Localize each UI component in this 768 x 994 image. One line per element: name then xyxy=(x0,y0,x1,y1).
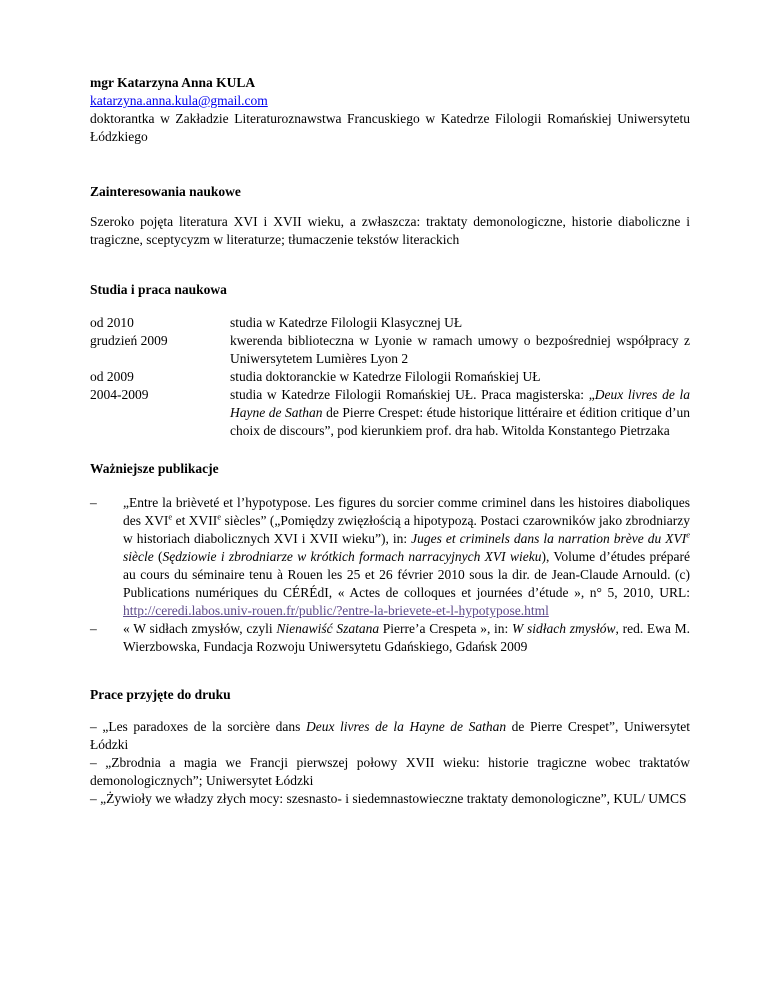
superscript-e: e xyxy=(217,511,222,522)
study-date: od 2010 xyxy=(90,315,134,330)
section-heading-forthcoming: Prace przyjęte do druku xyxy=(90,687,231,702)
text-segment: ( xyxy=(153,549,163,564)
forthcoming-list xyxy=(90,718,690,808)
study-date: grudzień 2009 xyxy=(90,333,168,348)
publication-url-link[interactable]: http://ceredi.labos.univ-rouen.fr/public/?entre-la-brievete-et-l-hypotypose.html xyxy=(123,603,549,618)
study-row xyxy=(90,386,690,440)
study-date: od 2009 xyxy=(90,369,134,384)
volume-title-italic: W sidłach zmysłów xyxy=(512,621,616,636)
section-heading-interests: Zainteresowania naukowe xyxy=(90,184,241,199)
forthcoming-item xyxy=(90,718,690,754)
text-segment: , red. Ewa M. Wierzbowska, Fundacja Rozwoju Uniwersytetu Gdańskiego, Gdańsk 2009 xyxy=(123,621,691,654)
article-title-italic: Nienawiść Szatana xyxy=(276,621,380,636)
study-description: studia doktoranckie w Katedrze Filologii Romańskiej UŁ xyxy=(230,369,541,384)
studies-list xyxy=(90,314,690,440)
study-description xyxy=(230,386,690,440)
author-name: mgr Katarzyna Anna KULA xyxy=(90,75,256,90)
study-description: studia w Katedrze Filologii Klasycznej UŁ xyxy=(230,315,463,330)
study-row xyxy=(90,314,690,332)
email-line xyxy=(90,92,690,110)
list-dash: – xyxy=(90,495,97,510)
text-segment: « W sidłach zmysłów, czyli xyxy=(123,621,277,636)
publications-list xyxy=(90,494,690,656)
study-date: 2004-2009 xyxy=(90,387,149,402)
interests-text: Szeroko pojęta literatura XVI i XVII wieku, a zwłaszcza: traktaty demonologiczne, historie diaboliczne i tragiczne, sceptycyzm w literaturze; tłumaczenie tekstów literackich xyxy=(90,214,690,247)
study-row xyxy=(90,368,690,386)
book-title-italic: Deux livres de la Hayne de Sathan xyxy=(305,719,507,734)
thesis-title-italic: Deux livres de la Hayne de Sathan xyxy=(230,387,690,420)
superscript-e: e xyxy=(168,511,173,522)
forthcoming-item: – „Żywioły we władzy złych mocy: szesnasto- i siedemnastowieczne traktaty demonologiczne”, KUL/ UMCS xyxy=(90,791,687,806)
text-segment: „Entre la brièveté et l’hypotypose. Les figures du sorcier comme criminel dans les histoires diaboliques des XVI xyxy=(123,495,690,528)
publication-text xyxy=(123,620,690,656)
publication-item xyxy=(90,494,690,620)
translated-title-italic: Sędziowie i zbrodniarze w krótkich formach narracyjnych XVI wieku xyxy=(162,549,542,564)
text-segment: ), Volume d’études préparé au cours du séminaire tenu à Rouen les 25 et 26 février 2010 sous la dir. de Jean-Claude Arnould. (c) Publications numériques du CÉRÉdI, « Actes de colloques et journées d’étude », n° 5, 2010, URL: xyxy=(123,549,690,600)
publication-item xyxy=(90,620,690,656)
affiliation-text: doktorantka w Zakładzie Literaturoznawstwa Francuskiego w Katedrze Filologii Romańskiej Uniwersytetu Łódzkiego xyxy=(90,111,690,144)
study-description: kwerenda biblioteczna w Lyonie w ramach umowy o bezpośredniej współpracy z Uniwersytetem Lumières Lyon 2 xyxy=(230,333,690,366)
volume-title-italic: siècle xyxy=(123,549,154,564)
volume-title-italic: Juges et criminels dans la narration brève du XVI xyxy=(411,531,687,546)
list-dash: – xyxy=(90,621,97,636)
text-segment: Pierre’a Crespeta », in: xyxy=(379,621,513,636)
text-segment: de Pierre Crespet: étude historique littéraire et édition critique d’un choix de discours”, pod kierunkiem prof. dra hab. Witolda Konstantego Pietrzaka xyxy=(230,405,690,438)
text-segment: – „Les paradoxes de la sorcière dans xyxy=(90,719,306,734)
publication-text xyxy=(123,494,690,620)
text-segment: siècles” („Pomiędzy zwięzłością a hipotypozą. Postaci czarowników jako zbrodniarzy w historiach diabolicznych XVI i XVII wieku”), in: xyxy=(123,513,691,546)
text-segment: et XVII xyxy=(172,513,218,528)
section-heading-publications: Ważniejsze publikacje xyxy=(90,461,219,476)
forthcoming-item: – „Zbrodnia a magia we Francji pierwszej połowy XVII wieku: historie tragiczne wobec traktatów demonologicznych”; Uniwersytet Łódzki xyxy=(90,755,690,788)
text-segment: de Pierre Crespet”, Uniwersytet Łódzki xyxy=(90,719,690,752)
cv-header xyxy=(90,74,690,146)
section-heading-studies: Studia i praca naukowa xyxy=(90,282,227,297)
study-row xyxy=(90,332,690,368)
superscript-e: e xyxy=(686,529,690,540)
email-link[interactable]: katarzyna.anna.kula@gmail.com xyxy=(90,93,268,108)
text-segment: studia w Katedrze Filologii Romańskiej UŁ. Praca magisterska: „ xyxy=(230,387,595,402)
